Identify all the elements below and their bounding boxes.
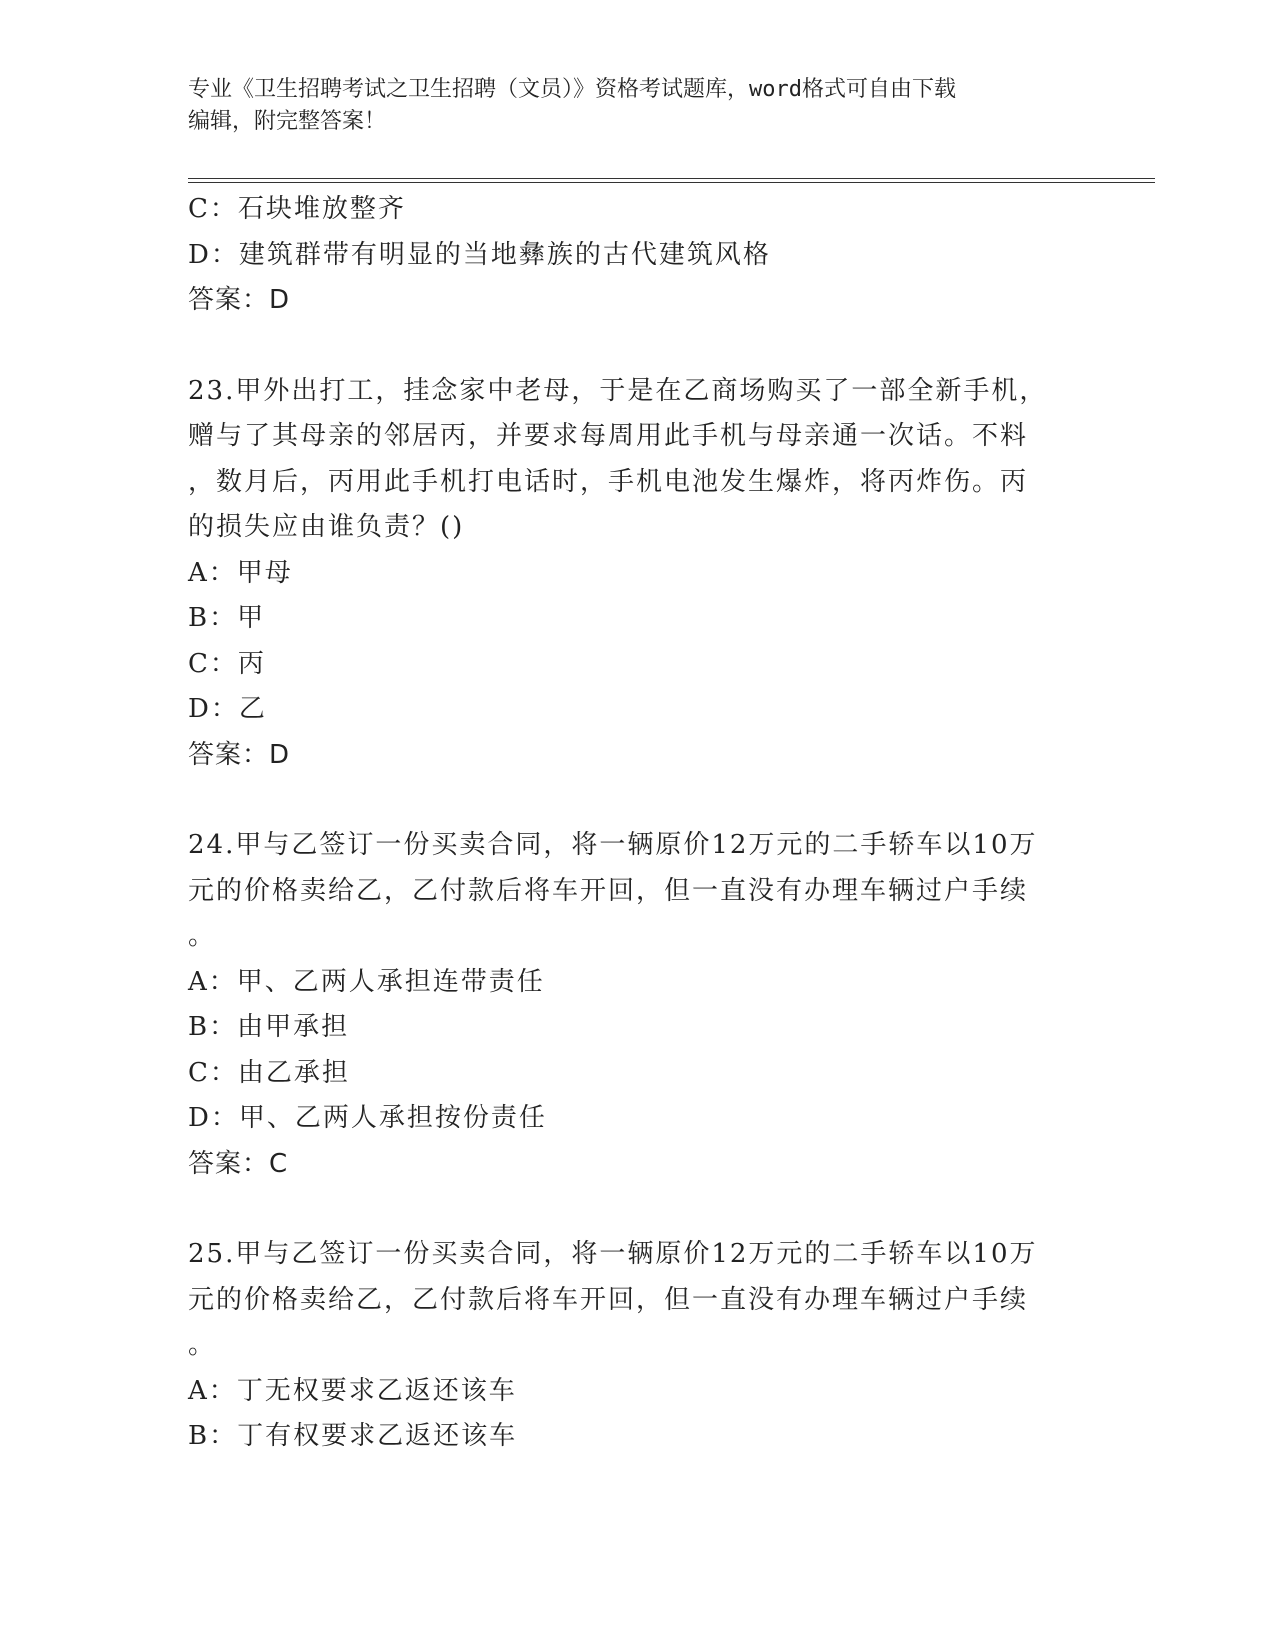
question-stem-line: ，数月后，丙用此手机打电话时，手机电池发生爆炸，将丙炸伤。丙	[188, 466, 1029, 497]
header-rule-top	[188, 178, 1155, 179]
question-list	[188, 187, 1088, 1460]
option-d: D：甲、乙两人承担按份责任	[188, 1103, 547, 1133]
question-spacer	[188, 324, 1088, 369]
question-stem-line: 元的价格卖给乙，乙付款后将车开回，但一直没有办理车辆过户手续	[188, 875, 1029, 906]
question-25	[188, 1232, 1088, 1460]
question-stem-line: 。	[188, 921, 217, 951]
question-stem-line: 24.甲与乙签订一份买卖合同，将一辆原价12万元的二手轿车以10万	[188, 830, 1038, 860]
question-stem-line: 的损失应由谁负责？()	[188, 512, 465, 542]
question-stem-line: 25.甲与乙签订一份买卖合同，将一辆原价12万元的二手轿车以10万	[188, 1239, 1038, 1269]
option-c: C：由乙承担	[188, 1057, 350, 1088]
question-spacer	[188, 778, 1088, 823]
question-stem-line: 元的价格卖给乙，乙付款后将车开回，但一直没有办理车辆过户手续	[188, 1284, 1029, 1315]
option-a: A：甲、乙两人承担连带责任	[188, 966, 545, 997]
question-23	[188, 369, 1088, 779]
question-stem-line: 23.甲外出打工，挂念家中老母，于是在乙商场购买了一部全新手机，	[188, 375, 1048, 406]
question-22	[188, 187, 1088, 324]
question-stem-line: 。	[188, 1330, 217, 1360]
option-b: B：丁有权要求乙返还该车	[188, 1421, 518, 1451]
header-rule-bottom	[188, 182, 1155, 183]
option-d: D：建筑群带有明显的当地彝族的古代建筑风格	[188, 239, 771, 270]
page-header	[188, 74, 1088, 138]
option-b: B：甲	[188, 603, 266, 633]
question-stem-line: 赠与了其母亲的邻居丙，并要求每周用此手机与母亲通一次话。不料	[188, 421, 1029, 451]
option-c: C：丙	[188, 648, 266, 679]
option-b: B：由甲承担	[188, 1012, 350, 1042]
question-spacer	[188, 1187, 1088, 1232]
question-24	[188, 823, 1088, 1187]
answer: 答案：D	[188, 285, 291, 315]
header-line-2: 编辑，附完整答案！	[188, 109, 387, 134]
option-c: C：石块堆放整齐	[188, 194, 406, 224]
option-a: A：丁无权要求乙返还该车	[188, 1375, 517, 1406]
option-d: D：乙	[188, 694, 267, 724]
answer: 答案：C	[188, 1148, 289, 1179]
header-line-1: 专业《卫生招聘考试之卫生招聘（文员）》资格考试题库，word格式可自由下载	[188, 77, 956, 102]
answer: 答案：D	[188, 739, 291, 770]
option-a: A：甲母	[188, 557, 293, 588]
